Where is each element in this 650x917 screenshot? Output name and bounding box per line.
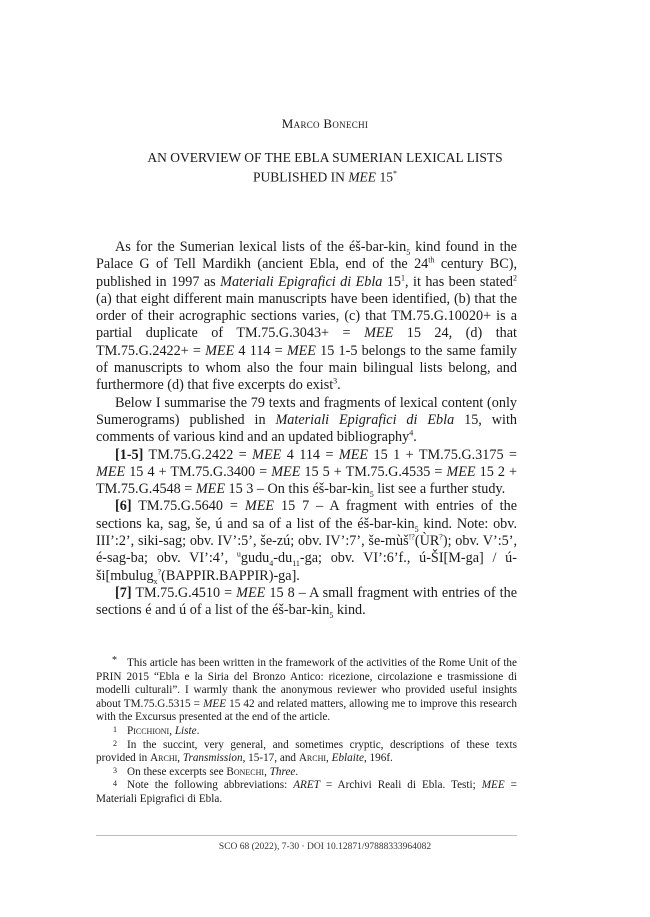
text-run: [6] [115,498,132,515]
footnote-number: 4 [113,779,117,789]
text-run: Note the following abbreviations: [127,779,294,792]
text-run: kind found in the Palace G of Tell Mardikh (ancient Ebla, end of the 24 [96,239,517,273]
text-run: (ÙR [414,533,440,550]
footnote-number: 1 [113,724,117,734]
text-run: MEE [205,342,235,359]
text-run: -ga; obv. VI’:6’f., ú-ŠI[M-ga] / ú-ši[mbulug [96,550,517,584]
text-run: Materiali Epigrafici di Ebla [275,411,455,428]
text-run: 15, with comments of various kind and an updated bibliography [96,411,517,446]
text-run: Transmission [182,752,243,765]
text-run: . [295,765,299,778]
text-run: kind. [333,602,366,619]
text-run: MEE [96,463,126,480]
text-run: Materiali Epigrafici di Ebla [220,273,383,290]
text-run: . [337,377,341,394]
author-name: Marco Bonechi [281,116,369,131]
superscript: 2 [513,272,517,282]
text-run: . [413,429,417,446]
text-run: 15 5 + TM.75.G.4535 = [300,463,447,480]
superscript: ? [439,532,443,542]
text-run: gudu [240,550,270,567]
title-line-1: AN OVERVIEW OF THE EBLA SUMERIAN LEXICAL LISTS [147,150,503,165]
text-run: In the succint, very general, and sometimes cryptic, descriptions of these texts provided in [96,738,517,765]
text-run: , [264,765,270,778]
text-run: 15 42 and related matters, allowing me to improve this research with the Excursus presented at the end of the article. [96,697,517,724]
text-run: 15 2 + TM.75.G.4548 = [96,463,517,498]
superscript: th [428,255,435,265]
text-run: kind. Note: obv. III’:2’, siki-sag; obv. IV’:5’, še-zú; obv. IV’:7’, še-mùš [96,515,517,550]
text-run: MEE [195,481,225,498]
text-run: MEE [252,446,282,463]
text-run: On these excerpts see [127,765,227,778]
text-run: 15 7 – A fragment with entries of the sections ka, sag, še, ú and sa of a list of the éš-bar-kin [96,498,518,532]
text-run: , [326,752,332,765]
text-run: TM.75.G.5640 = [131,498,245,515]
superscript: ? [157,566,162,576]
title-line-2-prefix: PUBLISHED IN [253,169,349,185]
page-footer: SCO 68 (2022), 7-30 · DOI 10.12871/97888333964082 [218,842,432,852]
text-run: Eblaite [331,752,364,765]
article-title [95,150,555,186]
text-run: MEE [271,463,301,480]
superscript: !? [408,532,415,542]
footer-rule [96,835,517,836]
text-run: MEE [286,342,316,359]
title-line-2-italic: MEE [348,169,377,185]
text-run: , it has been stated [405,273,513,290]
text-run: MEE [446,463,476,480]
title-footnote-mark: * [392,169,397,178]
text-run: 15 3 – On this éš-bar-kin [224,481,370,498]
text-run: = Archivi Reali di Ebla. Testi; [319,779,482,792]
subscript: 5 [329,611,334,621]
text-run: , 15-17, and [242,752,299,765]
text-run: (a) that eight different main manuscripts have been identified, (b) that the order of their acrographic sections varies, (c) that TM.75.G.10020+ is a partial duplicate of TM.75.G.3043+ = [96,290,517,342]
paragraph-entry-7 [96,585,517,620]
text-run: Below I summarise the 79 texts and fragments of lexical content (only Sumerograms) published in [96,394,517,428]
text-run: MEE [203,697,227,710]
footnote [96,739,517,766]
subscript: 4 [269,559,274,569]
footnote [96,779,517,806]
title-line-2 [95,166,555,186]
text-run: MEE [338,446,369,463]
text-run: Archi [150,752,178,765]
text-run: [1-5] [115,446,144,463]
text-run: [7] [115,584,132,601]
text-run: , 196f. [363,752,393,765]
paragraph-summary [96,395,517,447]
text-run: , [177,752,183,765]
text-run: 4 114 = [281,446,339,463]
superscript: 1 [401,272,406,282]
text-run: Archi [298,752,327,765]
text-run: (BAPPIR.BAPPIR)-ga]. [161,567,300,584]
superscript: 4 [409,428,414,438]
text-run: century BC), published in 1997 as [96,256,517,290]
text-run: = Materiali Epigrafici di Ebla. [96,779,517,805]
text-run: As for the Sumerian lexical lists of the éš-bar-kin [115,239,407,255]
text-run: MEE [244,498,275,515]
paragraph-entry-1-5 [96,447,517,499]
footnote [96,725,517,739]
text-run: Liste [174,724,197,737]
footnote-number: 2 [113,738,117,748]
footnote [96,657,517,725]
footnote-number: 3 [113,765,117,775]
text-run: , [169,724,175,737]
text-run: 15 1 + TM.75.G.3175 = [368,446,517,463]
text-run: Picchioni [127,724,170,737]
text-run: 15 4 + TM.75.G.3400 = [125,463,272,480]
text-run: TM.75.G.2422 = [143,446,253,463]
subscript: 5 [406,247,411,257]
superscript: 3 [333,376,338,386]
text-run: This article has been written in the framework of the activities of the Rome Unit of the PRIN 2015 “Ebla e la Siria del Bronzo Antico: ricezione, circolazione e trasmissione di modelli culturali”. I warmly thank the anonymous reviewer who provided useful insights about TM.75.G.5315 = [96,657,517,710]
text-run: Three [269,765,296,778]
text-run: MEE [364,325,394,342]
text-run: TM.75.G.4510 = [131,584,237,601]
text-run: ARET [293,779,320,792]
text-run: 15 24, (d) that TM.75.G.2422+ = [96,325,518,359]
text-run: MEE [481,779,505,792]
superscript: u [236,549,241,559]
subscript: x [153,576,158,586]
text-run: 15 1-5 belongs to the same family of manuscripts to whom also the four main bilingual lists belong, and furthermore (d) that five excerpts do exist [96,342,517,394]
text-run: 4 114 = [234,342,287,359]
title-line-2-suffix: 15 [376,169,393,185]
footnote [96,766,517,780]
article-body [96,239,517,620]
subscript: 5 [414,524,419,534]
text-run: . [196,724,200,737]
footnote-number: * [112,655,117,666]
text-run: 15 [382,273,402,290]
text-run: list see a further study. [373,481,506,498]
text-run: MEE [236,584,266,601]
paragraph-intro [96,239,517,395]
subscript: 11 [292,559,300,569]
subscript: 5 [369,489,374,499]
text-run: ); obv. V’:5’, é-sag-ba; obv. VI’:4’, [96,533,517,567]
paragraph-entry-6 [96,498,517,584]
text-run: 15 8 – A small fragment with entries of the sections é and ú of a list of the éš-bar-kin [96,584,517,619]
text-run: -du [273,550,293,567]
footnotes [96,657,517,807]
text-run: Bonechi [226,765,265,778]
